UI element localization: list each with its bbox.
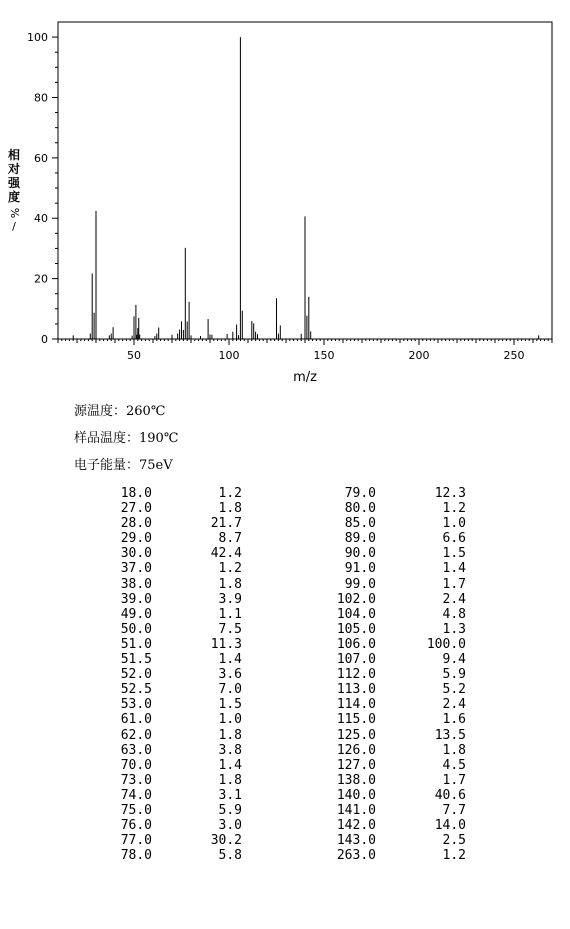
mz-cell: 140.0	[336, 787, 376, 803]
table-row	[100, 652, 466, 667]
intensity-cell: 1.4	[218, 757, 242, 773]
intensity-cell: 1.3	[442, 621, 466, 637]
mz-cell: 126.0	[336, 742, 376, 758]
y-tick-label: 0	[41, 333, 48, 346]
mz-cell: 50.0	[120, 621, 152, 637]
intensity-cell: 1.0	[442, 516, 466, 532]
table-row	[100, 577, 466, 592]
mz-cell: 104.0	[336, 606, 376, 622]
table-row	[100, 592, 466, 607]
intensity-cell: 3.1	[218, 787, 242, 803]
mz-cell: 106.0	[336, 636, 376, 652]
intensity-cell: 3.0	[218, 818, 242, 834]
intensity-cell: 1.7	[442, 772, 466, 788]
intensity-cell: 1.1	[218, 606, 242, 622]
spectrum-bars	[73, 37, 539, 339]
intensity-cell: 7.5	[218, 621, 242, 637]
intensity-cell: 11.3	[210, 636, 242, 652]
y-axis-title-char: 相	[7, 148, 20, 162]
mz-cell: 127.0	[336, 757, 376, 773]
intensity-cell: 1.4	[218, 652, 242, 668]
table-row	[100, 682, 466, 697]
intensity-cell: 1.2	[218, 561, 242, 577]
table-row	[100, 728, 466, 743]
intensity-cell: 1.5	[218, 697, 242, 713]
intensity-cell: 6.6	[442, 531, 466, 547]
mz-cell: 70.0	[120, 757, 152, 773]
x-tick-label: 250	[503, 349, 525, 362]
mz-cell: 63.0	[120, 742, 152, 758]
mz-cell: 73.0	[120, 772, 152, 788]
intensity-cell: 1.8	[442, 742, 466, 758]
table-row	[100, 607, 466, 622]
mz-cell: 141.0	[336, 802, 376, 818]
table-row	[100, 637, 466, 652]
mz-cell: 52.5	[120, 682, 152, 698]
x-tick-label: 50	[127, 349, 141, 362]
table-row	[100, 516, 466, 531]
mz-cell: 79.0	[344, 486, 376, 501]
y-tick-label: 20	[34, 272, 48, 286]
sample-temperature: 样品温度：190℃	[74, 431, 179, 446]
x-axis-title: m/z	[293, 370, 317, 385]
mz-cell: 49.0	[120, 606, 152, 622]
mz-cell: 114.0	[336, 697, 376, 713]
mz-cell: 74.0	[120, 787, 152, 803]
mz-cell: 30.0	[120, 546, 152, 562]
mz-cell: 263.0	[336, 848, 376, 864]
mz-cell: 61.0	[120, 712, 152, 728]
electron-energy: 电子能量：75eV	[74, 458, 173, 473]
intensity-cell: 14.0	[434, 818, 466, 834]
mz-cell: 91.0	[344, 561, 376, 577]
intensity-cell: 30.2	[210, 833, 242, 849]
intensity-cell: 40.6	[434, 787, 466, 803]
mz-cell: 107.0	[336, 652, 376, 668]
intensity-cell: 4.5	[442, 757, 466, 773]
mz-cell: 115.0	[336, 712, 376, 728]
mz-cell: 51.0	[120, 636, 152, 652]
table-row	[100, 833, 466, 848]
table-row	[100, 818, 466, 833]
mz-cell: 112.0	[336, 667, 376, 683]
intensity-cell: 12.3	[434, 486, 466, 501]
y-axis-title-char: 度	[7, 190, 20, 204]
intensity-cell: 1.2	[442, 501, 466, 517]
intensity-cell: 1.8	[218, 772, 242, 788]
x-axis	[58, 339, 552, 362]
mz-cell: 51.5	[120, 652, 152, 668]
intensity-cell: 1.8	[218, 501, 242, 517]
mz-cell: 85.0	[344, 516, 376, 532]
table-row	[100, 486, 466, 501]
table-row	[100, 848, 466, 863]
y-axis-title	[6, 148, 22, 234]
y-tick-label: 100	[27, 31, 48, 45]
y-axis-title-char: 对	[7, 162, 20, 176]
intensity-cell: 21.7	[210, 516, 242, 532]
intensity-cell: 42.4	[210, 546, 242, 562]
table-row	[100, 561, 466, 576]
mz-cell: 62.0	[120, 727, 152, 743]
x-tick-label: 100	[218, 349, 240, 362]
mz-cell: 18.0	[120, 486, 152, 501]
mz-cell: 138.0	[336, 772, 376, 788]
table-row	[100, 743, 466, 758]
table-row	[100, 758, 466, 773]
mz-cell: 143.0	[336, 833, 376, 849]
table-row	[100, 697, 466, 712]
y-axis-title-text	[6, 148, 22, 204]
table-row	[100, 788, 466, 803]
table-row	[100, 546, 466, 561]
mz-cell: 53.0	[120, 697, 152, 713]
table-row	[100, 622, 466, 637]
intensity-cell: 1.2	[218, 486, 242, 501]
mz-cell: 90.0	[344, 546, 376, 562]
intensity-cell: 4.8	[442, 606, 466, 622]
mz-cell: 78.0	[120, 848, 152, 864]
intensity-cell: 1.6	[442, 712, 466, 728]
table-row	[100, 712, 466, 727]
intensity-cell: 9.4	[442, 652, 466, 668]
intensity-cell: 5.2	[442, 682, 466, 698]
y-axis-title-char: 强	[7, 176, 20, 190]
intensity-cell: 1.8	[218, 727, 242, 743]
intensity-cell: 2.4	[442, 591, 466, 607]
mz-cell: 99.0	[344, 576, 376, 592]
intensity-cell: 2.5	[442, 833, 466, 849]
mz-cell: 113.0	[336, 682, 376, 698]
y-axis	[27, 31, 58, 346]
intensity-cell: 3.8	[218, 742, 242, 758]
y-axis-unit: %	[7, 207, 21, 219]
mz-cell: 77.0	[120, 833, 152, 849]
table-row	[100, 667, 466, 682]
intensity-cell: 7.0	[218, 682, 242, 698]
mz-cell: 125.0	[336, 727, 376, 743]
mz-cell: 28.0	[120, 516, 152, 532]
mz-cell: 27.0	[120, 501, 152, 517]
mz-cell: 102.0	[336, 591, 376, 607]
intensity-cell: 100.0	[426, 636, 466, 652]
intensity-cell: 3.9	[218, 591, 242, 607]
x-tick-label: 150	[313, 349, 335, 362]
intensity-cell: 2.4	[442, 697, 466, 713]
mz-cell: 29.0	[120, 531, 152, 547]
mz-cell: 52.0	[120, 667, 152, 683]
intensity-cell: 5.9	[218, 802, 242, 818]
intensity-cell: 5.8	[218, 848, 242, 864]
peak-table-body	[100, 486, 466, 863]
table-row	[100, 803, 466, 818]
source-temperature: 源温度：260℃	[74, 404, 166, 419]
intensity-cell: 7.7	[442, 802, 466, 818]
mz-cell: 80.0	[344, 501, 376, 517]
intensity-cell: 1.7	[442, 576, 466, 592]
intensity-cell: 1.8	[218, 576, 242, 592]
y-tick-label: 80	[34, 91, 48, 105]
mz-cell: 142.0	[336, 818, 376, 834]
peak-table	[100, 486, 466, 863]
table-row	[100, 531, 466, 546]
y-tick-label: 60	[34, 151, 48, 165]
intensity-cell: 5.9	[442, 667, 466, 683]
mz-cell: 75.0	[120, 802, 152, 818]
mz-cell: 37.0	[120, 561, 152, 577]
table-row	[100, 501, 466, 516]
intensity-cell: 1.2	[442, 848, 466, 864]
y-axis-unit-slash: /	[12, 220, 16, 233]
mz-cell: 89.0	[344, 531, 376, 547]
intensity-cell: 1.5	[442, 546, 466, 562]
y-tick-label: 40	[34, 212, 48, 226]
intensity-cell: 8.7	[218, 531, 242, 547]
mz-cell: 76.0	[120, 818, 152, 834]
intensity-cell: 3.6	[218, 667, 242, 683]
intensity-cell: 1.0	[218, 712, 242, 728]
intensity-cell: 13.5	[434, 727, 466, 743]
intensity-cell: 1.4	[442, 561, 466, 577]
x-tick-label: 200	[408, 349, 430, 362]
mz-cell: 39.0	[120, 591, 152, 607]
mz-cell: 105.0	[336, 621, 376, 637]
mass-spectrum-chart	[0, 0, 570, 392]
table-row	[100, 773, 466, 788]
mz-cell: 38.0	[120, 576, 152, 592]
